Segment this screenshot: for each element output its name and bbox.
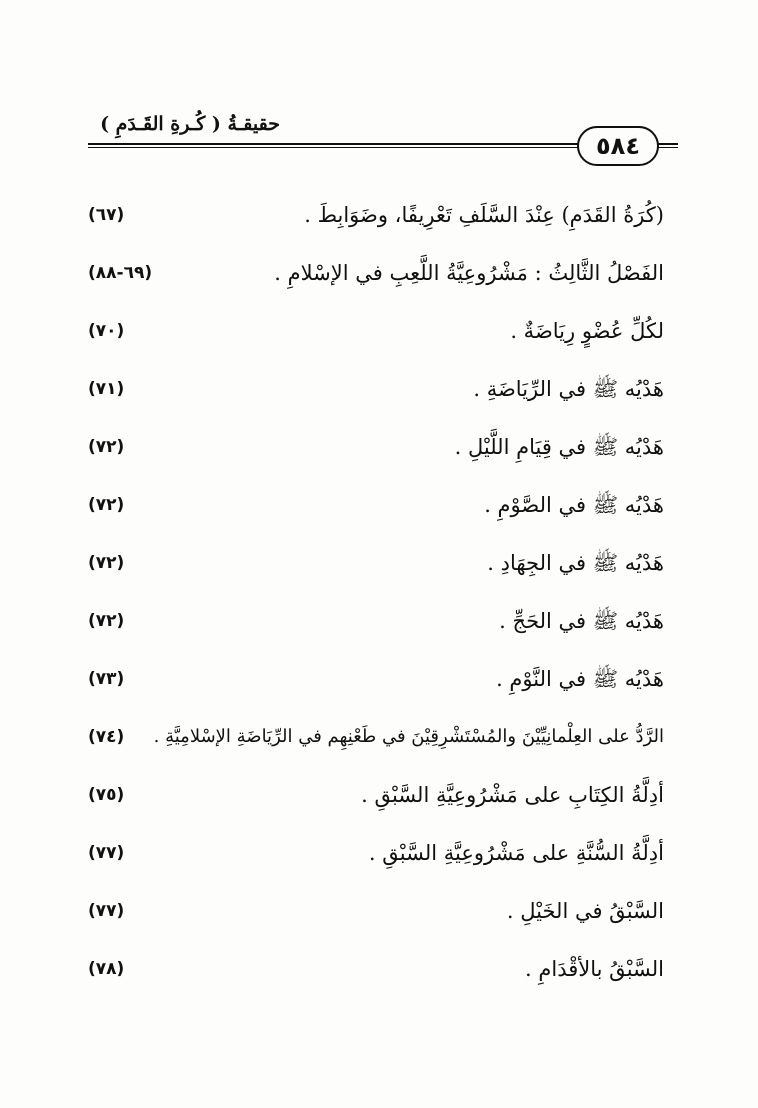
toc-entry-title: هَدْيُه ﷺ في الصَّوْمِ . [484, 493, 664, 517]
toc-entry [80, 488, 664, 528]
toc-entry-title: هَدْيُه ﷺ في قِيَامِ اللَّيْلِ . [454, 435, 664, 459]
toc-entry [80, 430, 664, 470]
toc-entry-title: الرَّدُّ على العِلْمانِيِّيْنَ والمُسْتَشْرِقِيْنَ في طَعْنِهِم في الرِّيَاضَةِ الإسْلامِيَّةِ . [153, 726, 664, 747]
toc-entry-page: (٧٢) [88, 611, 125, 631]
toc-entry [80, 546, 664, 586]
toc-entry-page: (٧٢) [88, 437, 125, 457]
toc-entry [80, 198, 664, 238]
toc-entry-page: (٧٢) [88, 553, 125, 573]
toc-entry-page: (٧٥) [88, 785, 125, 805]
toc-entry-title: أدِلَّةُ الكِتَابِ على مَشْرُوعِيَّةِ السَّبْقِ . [361, 783, 664, 807]
toc-entry-page: (٧٢) [88, 495, 125, 515]
toc-entry-page: (٧٧) [88, 843, 125, 863]
toc-entry-page: (٦٩-٨٨) [88, 263, 153, 283]
toc-entry [80, 372, 664, 412]
toc-entry-title: لكُلِّ عُضْوٍ رِيَاضَةٌ . [510, 319, 664, 343]
toc-entry-page: (٧٣) [88, 669, 125, 689]
toc-entry [80, 314, 664, 354]
toc-entry-page: (٧٧) [88, 901, 125, 921]
toc-entry [80, 720, 664, 760]
toc-entry-title: السَّبْقُ بالأقْدَامِ . [525, 957, 664, 981]
toc-entry-page: (٧١) [88, 379, 125, 399]
toc-entry-title: هَدْيُه ﷺ في النَّوْمِ . [496, 667, 664, 691]
toc-entry-title: السَّبْقُ في الخَيْلِ . [506, 899, 664, 923]
toc-entry [80, 604, 664, 644]
page-number: ٥٨٤ [596, 132, 640, 160]
running-title: حقيقـةُ ( كُـرةِ القَـدَمِ ) [100, 113, 280, 135]
toc-entry-page: (٧٨) [88, 959, 125, 979]
toc-entry-page: (٧٤) [88, 727, 125, 747]
toc-entry [80, 836, 664, 876]
toc-entry [80, 778, 664, 818]
toc-entry-title: هَدْيُه ﷺ في الجِهَادِ . [487, 551, 664, 575]
toc-entry-page: (٦٧) [88, 205, 125, 225]
toc-entry-title: هَدْيُه ﷺ في الرِّيَاضَةِ . [473, 377, 664, 401]
toc-entry-title: الفَصْلُ الثَّالِثُ : مَشْرُوعِيَّةُ اللَّعِبِ في الإسْلامِ . [274, 261, 664, 285]
toc-entry [80, 256, 664, 296]
toc-entry [80, 894, 664, 934]
toc-entry-page: (٧٠) [88, 321, 125, 341]
toc-entry-title: أدِلَّةُ السُّنَّةِ على مَشْرُوعِيَّةِ السَّبْقِ . [368, 841, 664, 865]
toc-entry [80, 662, 664, 702]
toc-entry-title: (كُرَةُ القَدَمِ) عِنْدَ السَّلَفِ تَعْرِيفًا، وضَوَابِطَ . [304, 203, 664, 227]
toc-entry [80, 952, 664, 992]
toc-entry-title: هَدْيُه ﷺ في الحَجِّ . [499, 609, 664, 633]
